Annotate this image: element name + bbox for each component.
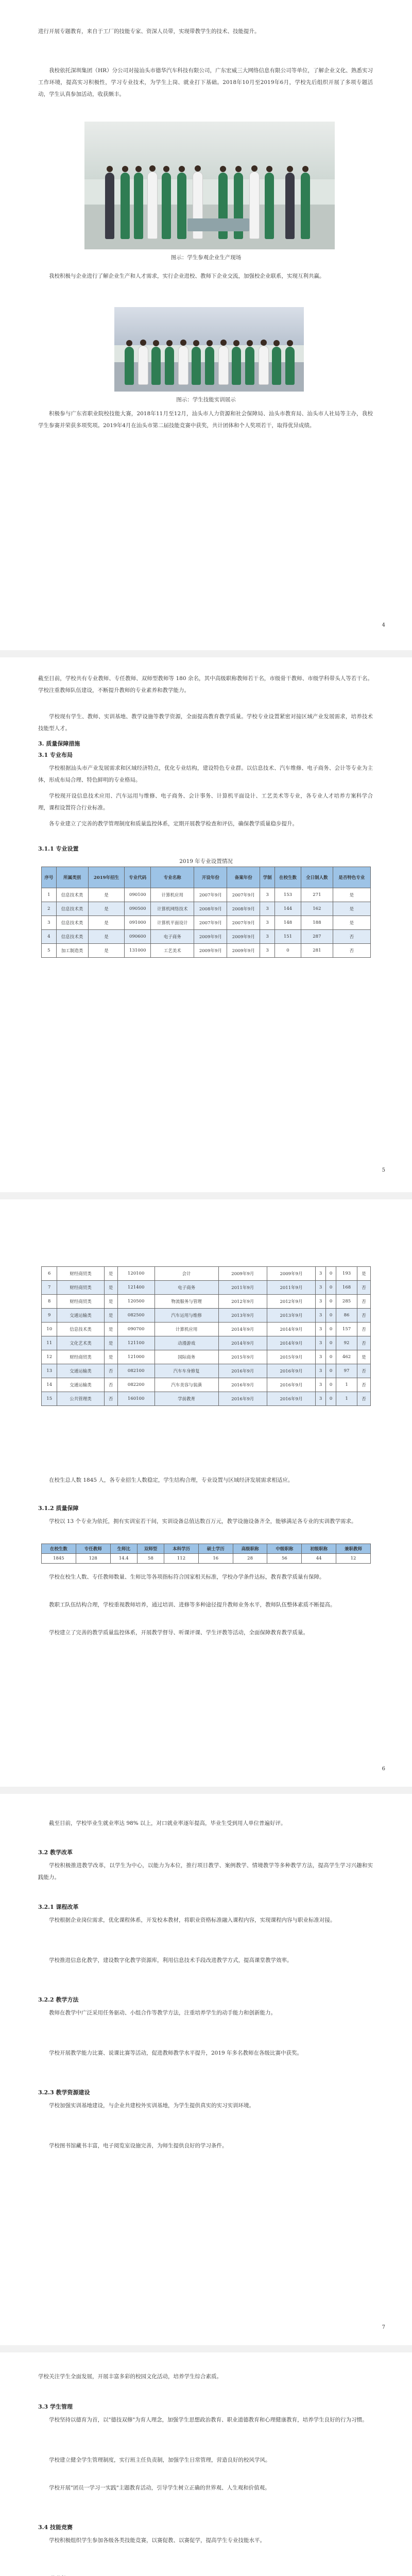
table-cell: 1 [336,1378,357,1392]
photo-company-visit [84,122,335,249]
table-row [42,1378,371,1392]
paragraph: 学校积极推进教学改革，以学生为中心，以能力为本位，推行项目教学、案例教学、情境教学等多种教学方法，提高学生学习兴趣和实践能力。 [38,1862,373,1880]
table-cell: 2009年9月 [218,1267,267,1281]
table-cell: 电子商务 [151,930,194,944]
intro-paragraph: 进行开展专题教育，来自于工厂的技能专家、资深人员带，实现带教学生的技术、技能提升。 [38,28,260,35]
table-cell: 是 [104,1309,117,1323]
page-number: 6 [382,1766,385,1772]
table-cell: 3 [316,1350,326,1364]
paragraph: 截至目前，学校毕业生就业率达 98% 以上，对口就业率逐年提高，毕业生受到用人单位普遍好评。 [49,1820,286,1826]
table-cell: 97 [336,1364,357,1378]
table-cell: 财经商贸类 [57,1350,104,1364]
table-cell: 9 [42,1309,57,1323]
table-cell: 2015年9月 [218,1350,267,1364]
table-cell: 0 [326,1378,336,1392]
table-cell: 2012年9月 [267,1295,315,1309]
table-cell: 8 [42,1295,57,1309]
table-cell: 121000 [117,1350,154,1364]
table-cell: 动漫游戏 [154,1336,218,1350]
table-cell: 2007年9月 [194,916,227,930]
table-cell: 0 [326,1392,336,1406]
table-title: 2019 年专业设置情况 [179,858,233,865]
table-cell: 7 [42,1281,57,1295]
table-cell: 091000 [125,916,151,930]
table-cell: 否 [357,1336,370,1350]
paragraph: 积极参与广东省职业院校技能大赛，2018年11月至12月，汕头市人力资源和社会保障局、汕头市教育局、汕头市人社局等主办，我校学生参赛并荣获多项奖项。2019年4月在汕头市第二届技能竞赛中获奖，共计团体和个人奖项若干，取得优异成绩。 [38,411,373,429]
table-cell: 151 [275,930,301,944]
paragraph: 教职工队伍结构合理，学校重视教师培养，通过培训、进修等多种途径提升教师业务水平，教师队伍整体素质不断提高。 [49,1602,336,1608]
table-cell: 2007年9月 [227,888,260,902]
table-cell: 3 [316,1323,326,1336]
section-heading [38,2574,73,2576]
table-cell: 2016年9月 [218,1378,267,1392]
table-header: 中级职称 [267,1544,302,1554]
table-cell: 28 [233,1554,267,1564]
table-cell: 否 [357,1364,370,1378]
paragraph: 学校开展"团员一学习一实践"主题教育活动，引导学生树立正确的世界观、人生观和价值观。 [49,2485,270,2491]
table-cell: 162 [301,902,333,916]
table-cell: 120500 [117,1295,154,1309]
table-header: 在校生数 [275,867,301,888]
table-header: 生师比 [110,1544,137,1554]
table-cell: 16 [198,1554,233,1564]
table-cell: 汽车运用与维修 [154,1309,218,1323]
table-cell: 121100 [117,1336,154,1350]
paragraph: 学校开展教学能力比赛、说课比赛等活动，促进教师教学水平提升，2019 年多名教师在各级比赛中获奖。 [49,2050,303,2056]
table-cell: 2011年9月 [218,1281,267,1295]
table-cell: 2012年9月 [218,1295,267,1309]
table-row [42,1309,371,1323]
table-cell: 0 [326,1295,336,1309]
table-cell: 160100 [117,1392,154,1406]
table-header: 序号 [42,867,57,888]
page-number: 4 [382,622,385,628]
table-cell: 2 [42,902,57,916]
table-cell: 0 [326,1309,336,1323]
table-cell: 3 [316,1295,326,1309]
table-cell: 15 [42,1392,57,1406]
table-header-row [42,1544,371,1554]
table-cell: 会计 [154,1267,218,1281]
table-cell: 3 [42,916,57,930]
table-cell: 汽车车身修复 [154,1364,218,1378]
table-cell: 3 [316,1378,326,1392]
table-cell: 否 [333,930,370,944]
table-header: 专业名称 [151,867,194,888]
table-cell: 2009年9月 [194,930,227,944]
page-1 [0,0,412,650]
table-cell: 是 [357,1267,370,1281]
table-header: 双师型 [137,1544,164,1554]
table-cell: 2009年9月 [227,944,260,958]
photo-caption: 图示：学生参观企业生产现场 [170,255,242,261]
table-header-row [42,867,371,888]
table-row [42,902,371,916]
major-table [41,867,371,958]
page-separator [0,2345,412,2352]
table-cell: 信息技术类 [56,888,88,902]
section-heading: 3.3 学生管理 [38,2403,73,2410]
table-header: 高级职称 [233,1544,267,1554]
table-header: 硕士学历 [198,1544,233,1554]
table-cell: 0 [326,1350,336,1364]
section-heading: 3.1.2 质量保障 [38,1505,79,1512]
table-row [42,1364,371,1378]
table-cell: 财经商贸类 [57,1295,104,1309]
table-cell: 加工制造类 [56,944,88,958]
table-row [42,1350,371,1364]
table-cell: 462 [336,1350,357,1364]
table-header: 专业代码 [125,867,151,888]
table-cell: 3 [316,1336,326,1350]
table-cell: 否 [357,1281,370,1295]
table-row [42,1295,371,1309]
table-cell: 128 [76,1554,110,1564]
table-cell: 1845 [42,1554,76,1564]
table-cell: 86 [336,1309,357,1323]
page-separator [0,1787,412,1794]
paragraph: 在校生总人数 1845 人，各专业招生人数稳定，学生结构合理，专业设置与区域经济发展需求相适应。 [49,1477,294,1483]
paragraph: 学校现有学生、教师、实训基地、教学设施等教学资源，全面提高教育教学质量。学校专业设置紧密对接区域产业发展需求，培养技术技能型人才。 [38,714,373,732]
table-cell: 14 [42,1378,57,1392]
table-header: 学制 [260,867,275,888]
paragraph: 教师在教学中广泛采用任务驱动、小组合作等教学方法，注重培养学生的动手能力和创新能力。 [49,2010,276,2016]
table-cell: 3 [316,1392,326,1406]
table-cell: 13 [42,1364,57,1378]
section-heading: 3.1 专业布局 [38,752,73,758]
section-heading: 3.2.3 教学资源建设 [38,2089,90,2096]
table-row [42,1336,371,1350]
table-cell: 2015年9月 [267,1350,315,1364]
table-cell: 12 [42,1350,57,1364]
table-cell: 0 [326,1267,336,1281]
table-cell: 271 [301,888,333,902]
table-row [42,944,371,958]
table-cell: 否 [104,1392,117,1406]
paragraph: 学校积极组织学生参加各级各类技能竞赛，以赛促教、以赛促学，提高学生专业技能水平。 [49,2537,265,2544]
table-cell: 是 [104,1295,117,1309]
page-number: 5 [382,1167,385,1173]
major-table-continued [41,1266,371,1406]
table-cell: 144 [275,902,301,916]
table-cell: 2014年9月 [267,1323,315,1336]
table-cell: 082100 [117,1364,154,1378]
table-cell: 3 [316,1309,326,1323]
table-cell: 学前教育 [154,1392,218,1406]
table-cell: 92 [336,1336,357,1350]
page-separator [0,650,412,657]
photo-caption: 图示：学生技能实训展示 [176,397,236,403]
table-cell: 090500 [125,902,151,916]
paragraph: 我校积极与企业进行了解企业生产和人才需求，实行企业进校、教师下企业交流，加强校企业联系，实现互利共赢。 [49,273,325,279]
table-cell: 文化艺术类 [57,1336,104,1350]
table-cell: 是 [333,888,370,902]
paragraph: 学校推进信息化教学，建设数字化教学资源库，利用信息技术手段改进教学方式，提高课堂教学效率。 [49,1957,293,1963]
table-cell: 物流服务与管理 [154,1295,218,1309]
table-cell: 2014年9月 [218,1323,267,1336]
table-cell: 交通运输类 [57,1378,104,1392]
table-cell: 2016年9月 [267,1392,315,1406]
table-cell: 287 [301,930,333,944]
table-header: 专任教师 [76,1544,110,1554]
table-cell: 285 [336,1295,357,1309]
table-cell: 否 [357,1392,370,1406]
section-heading: 3.2.2 教学方法 [38,1996,79,2003]
paragraph: 学校现开设信息技术应用、汽车运用与维修、电子商务、会计事务、计算机平面设计、工艺美术等专业，各专业人才培养方案科学合理，课程设置符合行业标准。 [38,793,373,811]
table-cell: 3 [316,1267,326,1281]
table-cell: 121400 [117,1281,154,1295]
table-header: 兼职教师 [336,1544,371,1554]
table-cell: 2016年9月 [267,1364,315,1378]
page-number: 7 [382,2325,385,2330]
table-row [42,916,371,930]
section-heading: 3.2 教学改革 [38,1849,73,1856]
table-cell: 3 [316,1364,326,1378]
table-cell: 0 [326,1281,336,1295]
table-header: 所属类别 [56,867,88,888]
table-cell: 计算机网络技术 [151,902,194,916]
table-cell: 3 [260,888,275,902]
table-cell: 56 [267,1554,302,1564]
table-cell: 否 [357,1378,370,1392]
table-cell: 2008年9月 [227,902,260,916]
table-cell: 计算机应用 [154,1323,218,1336]
table-cell: 否 [333,944,370,958]
table-cell: 否 [357,1309,370,1323]
photo-skills-training [114,307,304,392]
table-cell: 计算机应用 [151,888,194,902]
table-cell: 交通运输类 [57,1309,104,1323]
table-header: 备案年份 [227,867,260,888]
table-cell: 2014年9月 [218,1336,267,1350]
section-heading: 3.1.1 专业设置 [38,845,79,852]
table-cell: 是 [88,916,125,930]
table-cell: 281 [301,944,333,958]
table-cell: 否 [104,1378,117,1392]
page-5 [0,2352,412,2576]
table-cell: 信息技术类 [57,1323,104,1336]
page-2 [0,657,412,1192]
table-row [42,1323,371,1336]
paragraph: 学校在校生人数、专任教师数量、生师比等各项指标符合国家相关标准，学校办学条件达标，教育教学质量有保障。 [49,1574,325,1580]
table-header: 初级职称 [302,1544,336,1554]
table-cell: 是 [88,930,125,944]
table-cell: 12 [336,1554,371,1564]
table-cell: 电子商务 [154,1281,218,1295]
table-cell: 090600 [125,930,151,944]
table-header: 在校生数 [42,1544,76,1554]
table-cell: 信息技术类 [56,902,88,916]
table-cell: 0 [275,944,301,958]
table-cell: 58 [137,1554,164,1564]
table-cell: 6 [42,1267,57,1281]
table-cell: 4 [42,930,57,944]
table-cell: 3 [316,1281,326,1295]
table-cell: 计算机平面设计 [151,916,194,930]
table-cell: 财经商贸类 [57,1267,104,1281]
table-row [42,1554,371,1564]
table-row [42,1267,371,1281]
table-cell: 0 [326,1323,336,1336]
table-row [42,930,371,944]
section-heading: 3.2.1 课程改革 [38,1904,79,1910]
table-cell: 090700 [117,1323,154,1336]
paragraph: 学校图书馆藏书丰富，电子阅览室设施完善，为师生提供良好的学习条件。 [49,2143,228,2149]
table-header: 本科学历 [164,1544,199,1554]
table-cell: 0 [326,1336,336,1350]
table-cell: 2016年9月 [218,1364,267,1378]
paragraph: 各专业建立了完善的教学管理制度和质量监控体系，定期开展教学检查和评估，确保教学质量稳步提升。 [49,821,298,827]
table-cell: 2008年9月 [194,902,227,916]
table-cell: 082500 [117,1309,154,1323]
table-header: 全日制人数 [301,867,333,888]
table-cell: 是 [104,1267,117,1281]
table-cell: 112 [164,1554,199,1564]
table-header: 2019年招生 [88,867,125,888]
page-3 [0,1199,412,1787]
table-cell: 否 [357,1295,370,1309]
table-cell: 1 [42,888,57,902]
table-cell: 国际商务 [154,1350,218,1364]
table-row [42,1281,371,1295]
table-cell: 2009年9月 [227,930,260,944]
table-cell: 168 [336,1281,357,1295]
major-table-body [42,888,371,958]
table-cell: 082200 [117,1378,154,1392]
section-heading: 3. 质量保障措施 [38,740,80,747]
table-cell: 148 [275,916,301,930]
table-cell: 2007年9月 [227,916,260,930]
page-separator [0,1192,412,1199]
paragraph: 学校建立了完善的教学质量监控体系，开展教学督导、听课评课、学生评教等活动，全面保障教育教学质量。 [49,1630,308,1636]
table-cell: 2011年9月 [267,1281,315,1295]
paragraph: 学校根据企业岗位需求，优化课程体系，开发校本教材，将职业资格标准融入课程内容，实现课程内容与职业标准对接。 [49,1917,336,1923]
paragraph: 我校依托深圳集团（HR）分公司对接汕头市德华汽车科技有限公司，广东宏威三大网络信息有限公司等单位，了解企业文化、熟悉实习工作环境，提高实习积极性，学习专业技术，为学生上岗、就业打下基础。2018年10月至2019年6月，学校先后组织开展了多项专题活动，学生认真参加活动，收获颇丰。 [38,67,373,97]
paragraph: 截至目前，学校共有专业教师、专任教师、双师型教师等 180 余名，其中高级职称教师若干名，市级骨干教师、市级学科带头人等若干名。学校注重教师队伍建设，不断提升教师的专业素养和教学能力。 [38,675,373,693]
table-cell: 3 [260,916,275,930]
table-cell: 是 [104,1336,117,1350]
table-cell: 188 [301,916,333,930]
table-row [42,888,371,902]
table-cell: 公共管理类 [57,1392,104,1406]
table-cell: 是 [333,902,370,916]
paragraph: 学校以 13 个专业为依托，拥有实训室若干间，实训设备总值达数百万元，教学设施设备齐全，能够满足各专业的实训教学需求。 [49,1518,357,1524]
section-heading: 3.4 技能竞赛 [38,2524,73,2531]
table-cell: 是 [104,1323,117,1336]
table-cell: 是 [104,1350,117,1364]
staff-table [41,1544,371,1564]
table-cell: 2007年9月 [194,888,227,902]
table-cell: 157 [336,1323,357,1336]
table-cell: 是 [88,902,125,916]
table-cell: 交通运输类 [57,1364,104,1378]
table-cell: 14.4 [110,1554,137,1564]
table-cell: 11 [42,1336,57,1350]
table-cell: 否 [104,1364,117,1378]
table-header: 开设年份 [194,867,227,888]
major-table-body [42,1267,371,1406]
table-cell: 10 [42,1323,57,1336]
table-cell: 2016年9月 [267,1378,315,1392]
paragraph: 学校根据汕头市产业发展需求和区域经济特点，优化专业结构，建设特色专业群。以信息技术、汽车维修、电子商务、会计等专业为主体，形成布局合理、特色鲜明的专业格局。 [38,765,373,783]
table-header: 是否特色专业 [333,867,370,888]
table-cell: 财经商贸类 [57,1281,104,1295]
table-cell: 193 [336,1267,357,1281]
table-cell: 2013年9月 [267,1309,315,1323]
table-cell: 是 [104,1281,117,1295]
paragraph: 学校加强实训基地建设，与企业共建校外实训基地，为学生提供真实的实习实训环境。 [49,2103,254,2109]
table-row [42,1392,371,1406]
table-cell: 090100 [125,888,151,902]
table-cell: 120100 [117,1267,154,1281]
table-cell: 是 [88,944,125,958]
table-cell: 工艺美术 [151,944,194,958]
table-cell: 2016年9月 [218,1392,267,1406]
table-cell: 3 [260,944,275,958]
table-cell: 是 [333,916,370,930]
table-cell: 5 [42,944,57,958]
paragraph: 学校关注学生全面发展，开展丰富多彩的校园文化活动，培养学生综合素质。 [38,2374,222,2380]
paragraph: 学校坚持以德育为首，以"德技双修"为育人理念，加强学生思想政治教育、职业道德教育和心理健康教育，培养学生良好的行为习惯。 [49,2417,368,2423]
page-4 [0,1794,412,2345]
table-cell: 44 [302,1554,336,1564]
table-cell: 2014年9月 [267,1336,315,1350]
table-cell: 2013年9月 [218,1309,267,1323]
table-cell: 2009年9月 [194,944,227,958]
table-cell: 3 [260,902,275,916]
table-cell: 否 [357,1323,370,1336]
table-cell: 信息技术类 [56,930,88,944]
table-cell: 2009年9月 [267,1267,315,1281]
table-cell: 131000 [125,944,151,958]
table-cell: 0 [326,1364,336,1378]
table-cell: 信息技术类 [56,916,88,930]
table-cell: 是 [88,888,125,902]
table-cell: 是 [357,1350,370,1364]
table-cell: 汽车美容与装潢 [154,1378,218,1392]
table-cell: 3 [260,930,275,944]
table-cell: 153 [275,888,301,902]
paragraph: 学校建立健全学生管理制度，实行班主任负责制，加强学生日常管理，营造良好的校风学风。 [49,2457,271,2463]
table-cell: 1 [336,1392,357,1406]
